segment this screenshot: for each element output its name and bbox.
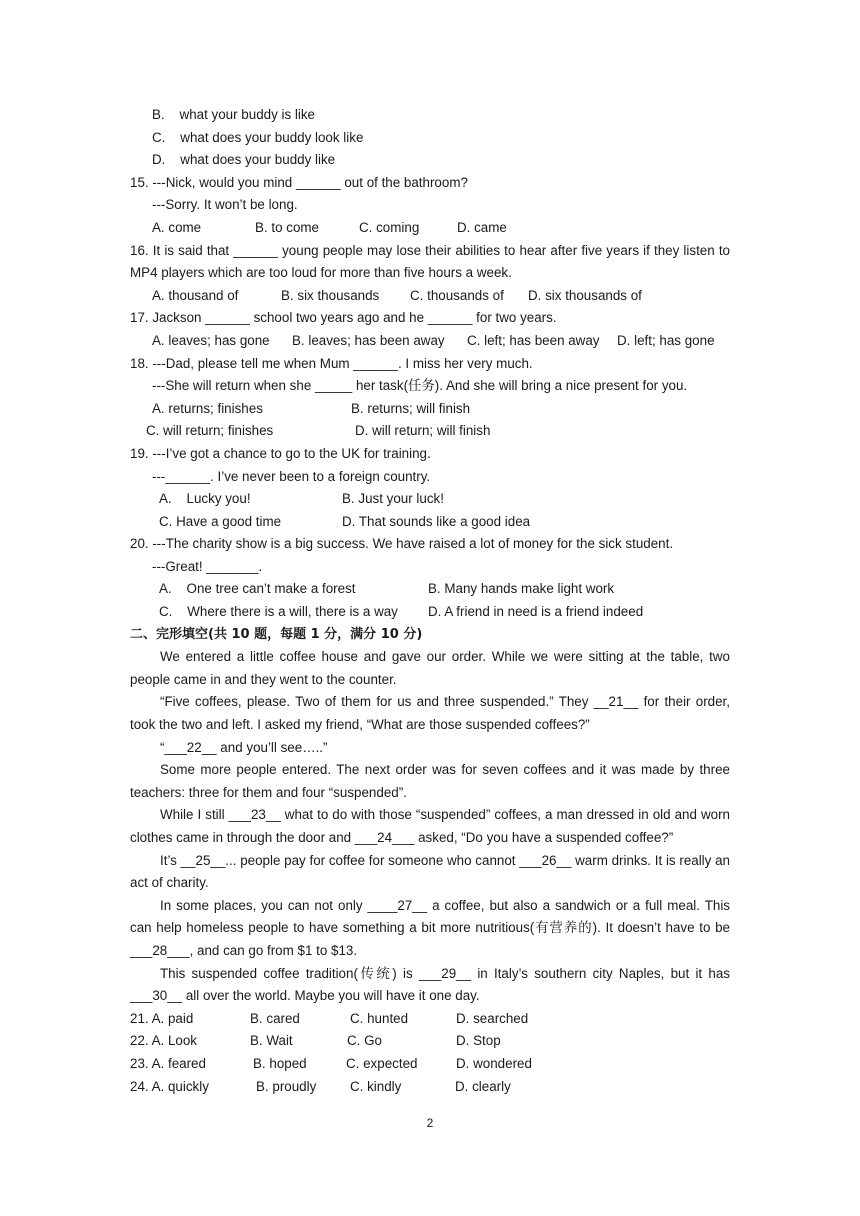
page-number: 2	[426, 1116, 434, 1130]
cloze-option-d: D. clearly	[455, 1078, 511, 1094]
q14-option-d: D. what does your buddy like	[152, 152, 336, 168]
exam-page	[130, 104, 730, 1098]
q20-stem: 20. ---The charity show is a big success. We have raised a lot of money for the sick student.	[130, 536, 674, 552]
q15-reply: ---Sorry. It won’t be long.	[152, 197, 298, 213]
passage-paragraph: In some places, you can not only ____27__ a coffee, but also a sandwich or a full meal. This can help homeless people to have something a bit more nutritious(有营养的). It doesn’t have to be ___28___, and can go from $1 to $13.	[130, 897, 730, 958]
passage-paragraph: It’s __25__... people pay for coffee for someone who cannot ___26__ warm drinks. It is really an act of charity.	[130, 852, 730, 891]
q18-options-row1	[130, 398, 730, 421]
q15-option-c: C. coming	[359, 219, 420, 235]
cloze-option-a: 22. A. Look	[130, 1033, 198, 1049]
q18-stem: 18. ---Dad, please tell me when Mum ______. I miss her very much.	[130, 355, 533, 371]
cloze-option-c: C. expected	[346, 1055, 418, 1071]
q19-reply: ---______. I’ve never been to a foreign country.	[152, 468, 431, 484]
q18-option-d: D. will return; will finish	[355, 423, 491, 439]
q17-option-c: C. left; has been away	[467, 332, 600, 348]
q20-option-d: D. A friend in need is a friend indeed	[428, 604, 644, 620]
cloze-option-d: D. wondered	[456, 1055, 532, 1071]
q14-option-c: C. what does your buddy look like	[152, 129, 364, 145]
q15-option-a: A. come	[152, 219, 202, 235]
passage-paragraph: “___22__ and you’ll see…..”	[160, 739, 328, 755]
cloze-option-d: D. Stop	[456, 1033, 501, 1049]
passage-paragraph: We entered a little coffee house and gave our order. While we were sitting at the table, two people came in and they went to the counter.	[130, 649, 730, 687]
cloze-question-24	[130, 1076, 730, 1099]
q20-options-row2	[130, 601, 730, 624]
q16-option-c: C. thousands of	[410, 287, 504, 303]
q20-option-c: C. Where there is a will, there is a way	[159, 604, 398, 620]
passage-paragraph: This suspended coffee tradition(传统) is ___29__ in Italy’s southern city Naples, but it has ___30__ all over the world. Maybe you will have it one day.	[130, 965, 730, 1004]
q16-option-a: A. thousand of	[152, 287, 239, 303]
passage-paragraph: While I still ___23__ what to do with those “suspended” coffees, a man dressed in old and worn clothes came in through the door and ___24___ asked, “Do you have a suspended coffee?”	[130, 807, 730, 845]
q16-option-b: B. six thousands	[281, 287, 380, 303]
cloze-option-a: 21. A. paid	[130, 1010, 194, 1026]
q17-option-b: B. leaves; has been away	[292, 332, 445, 348]
q16-stem: 16. It is said that ______ young people may lose their abilities to hear after five years if they listen to MP4 players which are too loud for more than five hours a week.	[130, 242, 730, 281]
cloze-option-c: C. hunted	[350, 1010, 409, 1026]
q15-option-b: B. to come	[255, 219, 320, 235]
q20-reply: ---Great! _______.	[152, 558, 263, 574]
section-heading: 二、完形填空(共 10 题，每题 1 分，满分 10 分)	[130, 626, 423, 642]
q20-option-b: B. Many hands make light work	[428, 581, 615, 597]
q19-options-row2	[130, 511, 730, 534]
q18-reply: ---She will return when she _____ her task(任务). And she will bring a nice present for you.	[152, 378, 688, 394]
cloze-question-21	[130, 1008, 730, 1031]
q18-option-c: C. will return; finishes	[146, 423, 274, 439]
q17-options	[130, 330, 730, 353]
q15-stem: 15. ---Nick, would you mind ______ out of the bathroom?	[130, 174, 468, 190]
cloze-option-b: B. cared	[250, 1010, 300, 1026]
cloze-question-23	[130, 1053, 730, 1076]
q17-option-d: D. left; has gone	[617, 332, 715, 348]
cloze-question-22	[130, 1030, 730, 1053]
cloze-option-b: B. Wait	[250, 1033, 293, 1049]
cloze-option-b: B. hoped	[253, 1055, 307, 1071]
q20-options-row1	[130, 578, 730, 601]
q14-option-b: B. what your buddy is like	[152, 107, 315, 122]
q17-stem: 17. Jackson ______ school two years ago and he ______ for two years.	[130, 310, 557, 326]
cloze-option-b: B. proudly	[256, 1078, 317, 1094]
cloze-option-d: D. searched	[456, 1010, 529, 1026]
q20-option-a: A. One tree can’t make a forest	[159, 581, 356, 597]
q19-option-c: C. Have a good time	[159, 513, 282, 529]
q15-option-d: D. came	[457, 219, 507, 235]
q19-option-d: D. That sounds like a good idea	[342, 513, 531, 529]
q18-options-row2	[130, 420, 730, 443]
cloze-option-c: C. Go	[347, 1033, 382, 1049]
passage-paragraph: Some more people entered. The next order was for seven coffees and it was made by three teachers: three for them and four “suspended”.	[130, 762, 730, 800]
q19-options-row1	[130, 488, 730, 511]
q15-options	[130, 217, 730, 240]
cloze-option-a: 24. A. quickly	[130, 1078, 209, 1094]
q18-option-a: A. returns; finishes	[152, 400, 263, 416]
passage-paragraph: “Five coffees, please. Two of them for us and three suspended.” They __21__ for their order, took the two and left. I asked my friend, “What are those suspended coffees?”	[130, 694, 730, 733]
q19-stem: 19. ---I’ve got a chance to go to the UK for training.	[130, 445, 431, 461]
q16-options	[130, 285, 730, 308]
q18-option-b: B. returns; will finish	[351, 400, 471, 416]
q17-option-a: A. leaves; has gone	[152, 332, 270, 348]
cloze-option-a: 23. A. feared	[130, 1055, 206, 1071]
cloze-option-c: C. kindly	[350, 1078, 402, 1094]
q16-option-d: D. six thousands of	[528, 287, 642, 303]
q19-option-a: A. Lucky you!	[159, 491, 251, 507]
q19-option-b: B. Just your luck!	[342, 491, 444, 507]
